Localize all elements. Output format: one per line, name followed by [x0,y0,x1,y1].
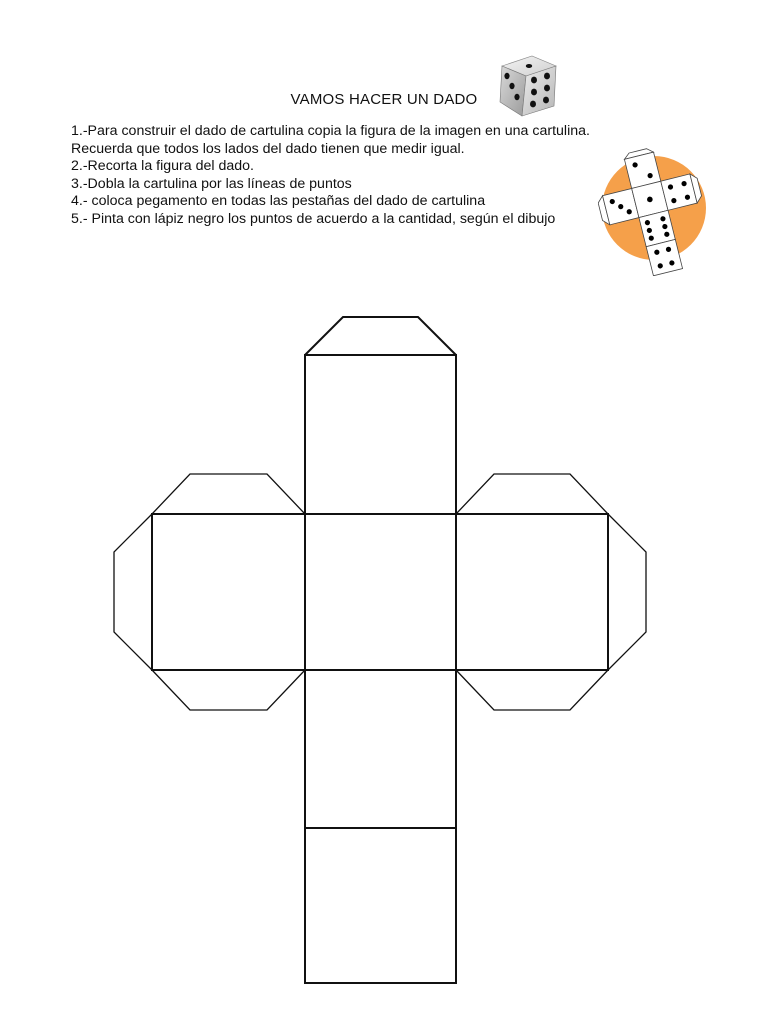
net-right-flap-side [608,514,646,670]
dice-icon [492,50,564,122]
instruction-line: 4.- coloca pegamento en todas las pestañas del dado de cartulina [71,193,486,210]
net-face-left [152,514,305,670]
dice-net-icon [598,148,708,276]
net-face-top [305,355,456,514]
instruction-line: 2.-Recorta la figura del dado. [71,158,254,175]
instruction-line: 1.-Para construir el dado de cartulina copia la figura de la imagen en una cartulina. [71,123,590,139]
page-title: VAMOS HACER UN DADO [290,91,478,108]
net-left-flap-side [114,514,152,670]
net-face-bottom [305,828,456,983]
instruction-line: 5.- Pinta con lápiz negro los puntos de acuerdo a la cantidad, según el dibujo [71,210,556,227]
net-right-flap-bottom [456,670,608,710]
instruction-line: Recuerda que todos los lados del dado tienen que medir igual. [71,140,465,157]
net-face-center [305,514,456,670]
instructions-list [71,123,671,229]
net-left-flap-top [152,474,305,514]
instruction-line: 3.-Dobla la cartulina por las líneas de puntos [71,175,352,192]
net-right-flap-top [456,474,608,514]
net-face-right [456,514,608,670]
net-top-flap [305,317,456,355]
net-left-flap-bottom [152,670,305,710]
net-face-lower [305,670,456,828]
